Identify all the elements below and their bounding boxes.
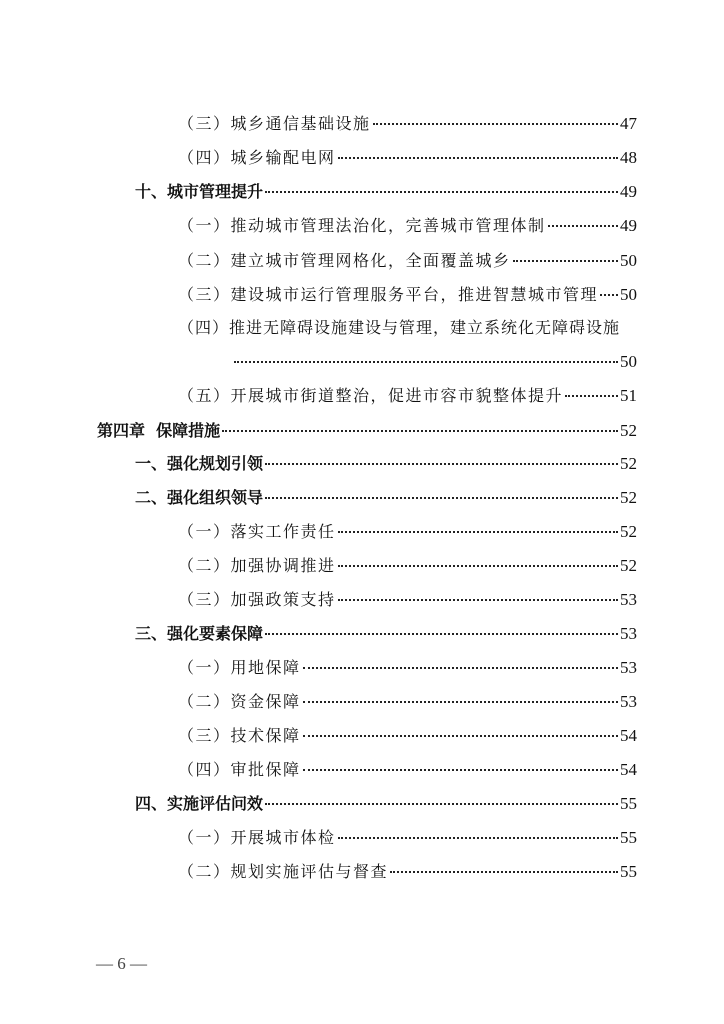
toc-entry[interactable] [178, 658, 637, 678]
toc-entry-continuation[interactable] [232, 352, 637, 372]
toc-entry-label: （五）开展城市街道整治，促进市容市貌整体提升 [178, 386, 564, 405]
toc-page-number: 54 [620, 760, 637, 779]
toc-page-number: 52 [620, 556, 637, 575]
toc-entry[interactable] [178, 251, 637, 271]
toc-page-number: 53 [620, 692, 637, 711]
dot-leader [303, 769, 618, 771]
toc-page-number: 54 [620, 726, 637, 745]
toc-entry-label: （二）建立城市管理网格化，全面覆盖城乡 [178, 251, 511, 270]
toc-entry[interactable] [178, 760, 637, 780]
dot-leader [513, 260, 618, 262]
toc-page-number: 55 [620, 862, 637, 881]
dot-leader [600, 294, 618, 296]
toc-page-number: 55 [620, 794, 637, 813]
toc-chapter-entry[interactable] [97, 421, 637, 441]
toc-page-number: 53 [620, 624, 637, 643]
toc-entry[interactable] [178, 522, 637, 542]
toc-entry-label: 三、强化要素保障 [135, 624, 264, 643]
toc-entry[interactable] [178, 114, 637, 134]
dot-leader [338, 531, 618, 533]
dot-leader [265, 497, 618, 499]
toc-entry-label: 一、强化规划引领 [135, 454, 264, 473]
toc-entry-label-wrapped[interactable]: （四）推进无障碍设施建设与管理，建立系统化无障碍设施 [178, 318, 621, 337]
dot-leader [222, 430, 618, 432]
toc-entry[interactable] [135, 488, 637, 508]
toc-page-number: 52 [620, 454, 637, 473]
dot-leader [338, 837, 618, 839]
toc-page-number: 49 [620, 216, 637, 235]
toc-entry-label: 十、城市管理提升 [135, 182, 264, 201]
dot-leader [265, 803, 618, 805]
toc-entry-label: （一）落实工作责任 [178, 522, 336, 541]
toc-entry-label: （一）推动城市管理法治化，完善城市管理体制 [178, 216, 546, 235]
dot-leader [338, 599, 618, 601]
toc-entry-label: （一）开展城市体检 [178, 828, 336, 847]
dot-leader [265, 191, 618, 193]
toc-page-number: 47 [620, 114, 637, 133]
toc-page-number: 50 [620, 352, 637, 371]
dot-leader [303, 667, 618, 669]
toc-entry[interactable] [135, 624, 637, 644]
toc-entry-label: （二）加强协调推进 [178, 556, 336, 575]
dot-leader [303, 735, 618, 737]
dot-leader [565, 395, 618, 397]
toc-entry[interactable] [178, 148, 637, 168]
page-number-footer: — 6 — [96, 954, 147, 973]
toc-entry-label: （二）规划实施评估与督查 [178, 862, 389, 881]
dot-leader [373, 123, 618, 125]
toc-entry[interactable] [178, 862, 637, 882]
toc-page-number: 55 [620, 828, 637, 847]
toc-page-number: 49 [620, 182, 637, 201]
toc-page-number: 52 [620, 488, 637, 507]
toc-entry-label: 第四章 保障措施 [97, 421, 221, 440]
toc-entry[interactable] [135, 454, 637, 474]
toc-page-number: 50 [620, 251, 637, 270]
toc-entry[interactable] [135, 182, 637, 202]
toc-page-number: 48 [620, 148, 637, 167]
toc-entry-label: （四）城乡输配电网 [178, 148, 336, 167]
toc-entry[interactable] [178, 556, 637, 576]
toc-entry-label: 四、实施评估问效 [135, 794, 264, 813]
toc-entry[interactable] [178, 726, 637, 746]
toc-entry[interactable] [178, 828, 637, 848]
toc-entry[interactable] [178, 590, 637, 610]
dot-leader [548, 225, 618, 227]
toc-entry-label: （三）城乡通信基础设施 [178, 114, 371, 133]
toc-entry-label: （四）审批保障 [178, 760, 301, 779]
toc-entry[interactable] [135, 794, 637, 814]
dot-leader [338, 157, 618, 159]
dot-leader [390, 871, 618, 873]
toc-entry-label: （一）用地保障 [178, 658, 301, 677]
toc-entry[interactable] [178, 692, 637, 712]
toc-page-number: 50 [620, 285, 637, 304]
toc-entry-label: （三）技术保障 [178, 726, 301, 745]
toc-entry-label: （二）资金保障 [178, 692, 301, 711]
toc-entry-label: 二、强化组织领导 [135, 488, 264, 507]
dot-leader [234, 361, 618, 363]
dot-leader [303, 701, 618, 703]
toc-entry[interactable] [178, 216, 637, 236]
toc-page-number: 52 [620, 421, 637, 440]
dot-leader [338, 565, 618, 567]
toc-page-number: 53 [620, 590, 637, 609]
toc-page-number: 51 [620, 386, 637, 405]
toc-entry-label: （三）建设城市运行管理服务平台，推进智慧城市管理 [178, 285, 599, 304]
toc-entry[interactable] [178, 285, 637, 305]
toc-page-number: 52 [620, 522, 637, 541]
dot-leader [265, 463, 618, 465]
toc-entry-label: （三）加强政策支持 [178, 590, 336, 609]
toc-page-number: 53 [620, 658, 637, 677]
dot-leader [265, 633, 618, 635]
toc-entry[interactable] [178, 386, 637, 406]
